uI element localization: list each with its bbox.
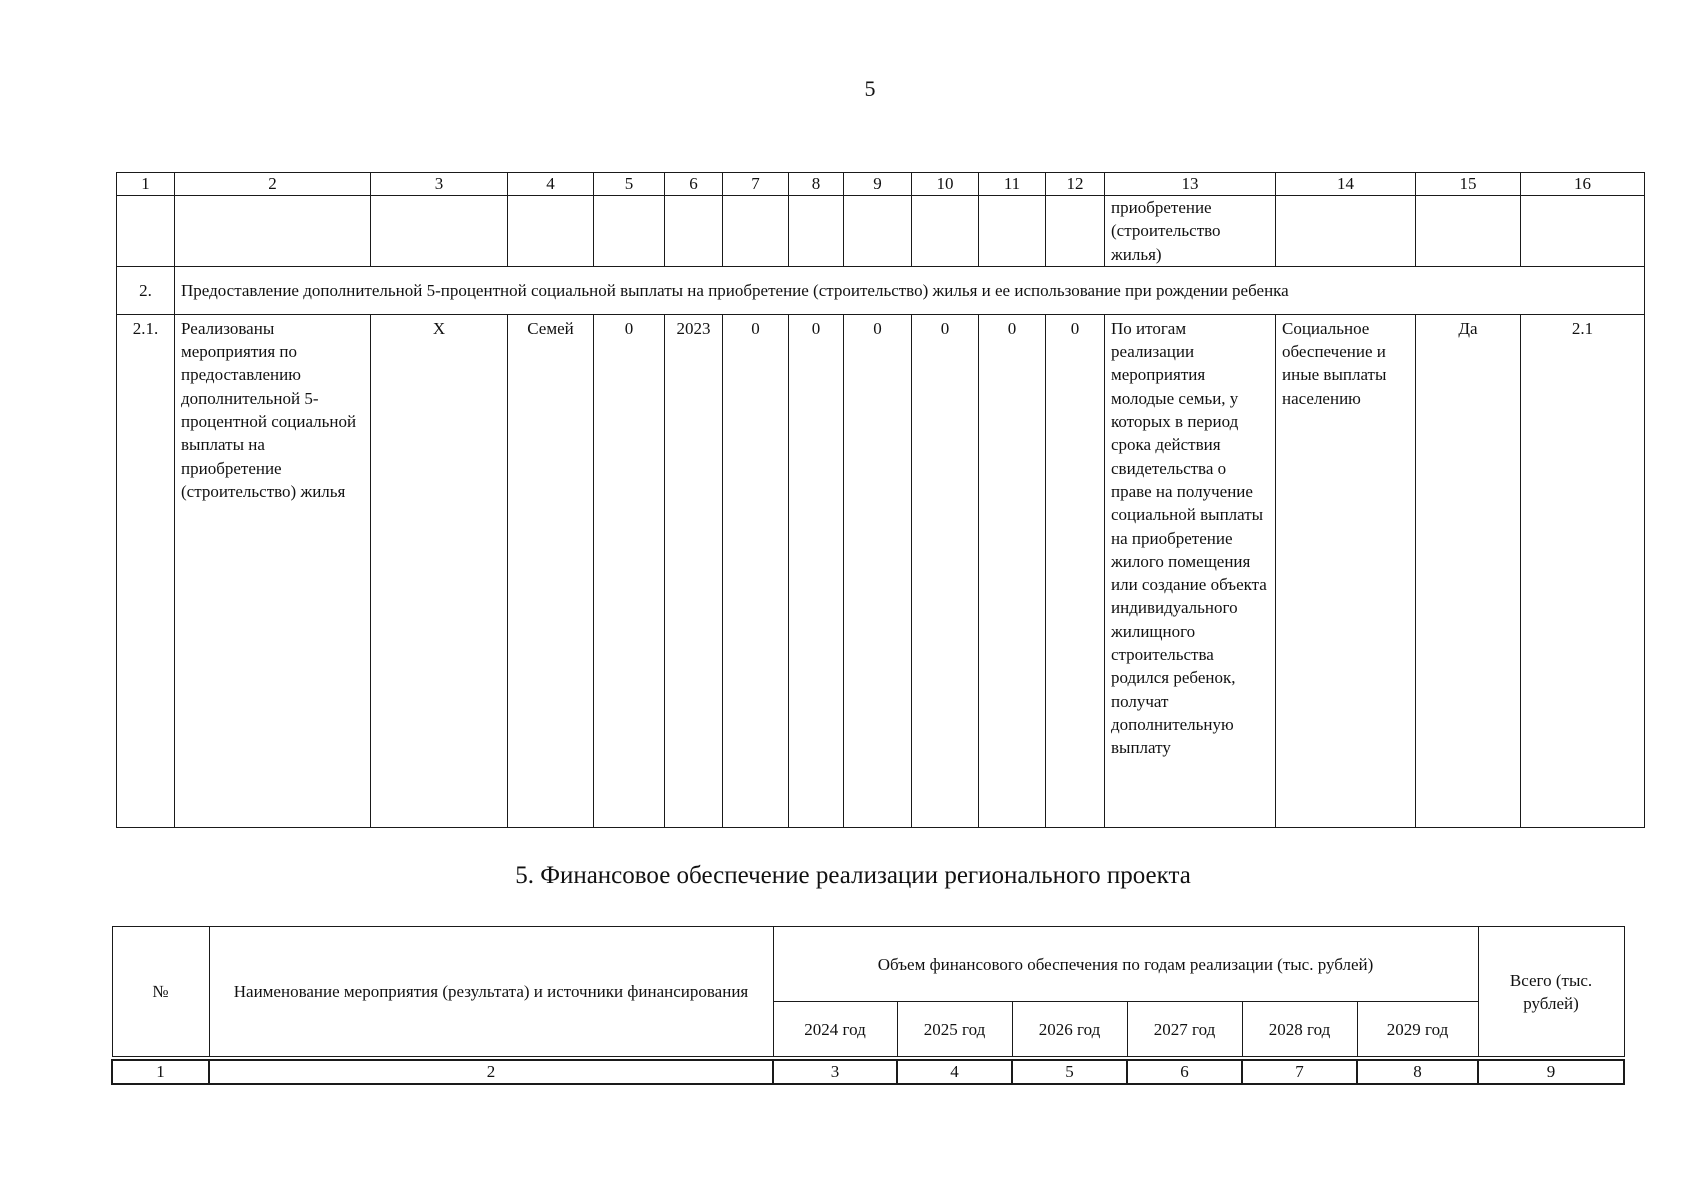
col-number: 16 (1521, 173, 1645, 196)
col-number: 2 (209, 1060, 773, 1084)
continuation-row (117, 196, 1645, 267)
section-heading: 5. Финансовое обеспечение реализации регионального проекта (515, 862, 1191, 889)
financing-column-numbers-row (112, 1060, 1624, 1084)
result-number: 2.1. (117, 314, 175, 827)
financing-header-row (112, 927, 1624, 1002)
col-number: 7 (723, 173, 789, 196)
result-unit: Семей (508, 314, 594, 827)
col-number: 3 (371, 173, 508, 196)
col-number: 2 (175, 173, 371, 196)
col-number: 12 (1046, 173, 1105, 196)
col-number: 5 (594, 173, 665, 196)
col-total-header: Всего (тыс. рублей) (1478, 927, 1624, 1057)
result-cell-3: Х (371, 314, 508, 827)
col-number: 14 (1276, 173, 1416, 196)
col-number: 6 (1127, 1060, 1242, 1084)
col-number: 4 (508, 173, 594, 196)
col-number: 10 (912, 173, 979, 196)
year-header: 2024 год (773, 1002, 897, 1057)
result-flag: Да (1416, 314, 1521, 827)
result-cell-8: 0 (789, 314, 844, 827)
year-header: 2027 год (1127, 1002, 1242, 1057)
section-row (117, 266, 1645, 314)
col-number: 7 (1242, 1060, 1357, 1084)
page-number: 5 (864, 76, 876, 101)
col-number: 11 (979, 173, 1046, 196)
year-header: 2028 год (1242, 1002, 1357, 1057)
col-number: 4 (897, 1060, 1012, 1084)
result-description: По итогам реализации мероприятия молодые семьи, у которых в период срока действия свидетельства о праве на получение социальной выплаты на приобретение жилого помещения или создание объекта индивидуального жилищного строительства родился ребенок, получат дополнительную выплату (1105, 314, 1276, 827)
col-number: 5 (1012, 1060, 1127, 1084)
result-row (117, 314, 1645, 827)
financing-table (111, 926, 1625, 1085)
result-cell-5: 0 (594, 314, 665, 827)
col-number: 8 (789, 173, 844, 196)
col-number: 15 (1416, 173, 1521, 196)
year-header: 2026 год (1012, 1002, 1127, 1057)
year-header: 2025 год (897, 1002, 1012, 1057)
col-number: 1 (112, 1060, 209, 1084)
col-number: 1 (117, 173, 175, 196)
column-numbers-row (117, 173, 1645, 196)
col-number: 3 (773, 1060, 897, 1084)
result-cell-11: 0 (979, 314, 1046, 827)
year-header: 2029 год (1357, 1002, 1478, 1057)
col-number: 9 (844, 173, 912, 196)
result-cell-12: 0 (1046, 314, 1105, 827)
result-cell-7: 0 (723, 314, 789, 827)
section-number: 2. (117, 266, 175, 314)
section-title-cell: Предоставление дополнительной 5-процентной социальной выплаты на приобретение (строительство) жилья и ее использование при рождении ребенка (175, 266, 1645, 314)
col-group-header: Объем финансового обеспечения по годам реализации (тыс. рублей) (773, 927, 1478, 1002)
indicators-table (116, 172, 1645, 828)
col-number: 9 (1478, 1060, 1624, 1084)
result-base-year: 2023 (665, 314, 723, 827)
col-number: 6 (665, 173, 723, 196)
result-cell-10: 0 (912, 314, 979, 827)
col-name-header: Наименование мероприятия (результата) и источники финансирования (209, 927, 773, 1057)
continuation-cell: приобретение (строительство жилья) (1105, 196, 1276, 267)
result-cell-9: 0 (844, 314, 912, 827)
result-name: Реализованы мероприятия по предоставлению дополнительной 5-процентной социальной выплаты на приобретение (строительство) жилья (175, 314, 371, 827)
result-link: 2.1 (1521, 314, 1645, 827)
col-number: 13 (1105, 173, 1276, 196)
col-no-header: № (112, 927, 209, 1057)
col-number: 8 (1357, 1060, 1478, 1084)
result-type: Социальное обеспечение и иные выплаты населению (1276, 314, 1416, 827)
